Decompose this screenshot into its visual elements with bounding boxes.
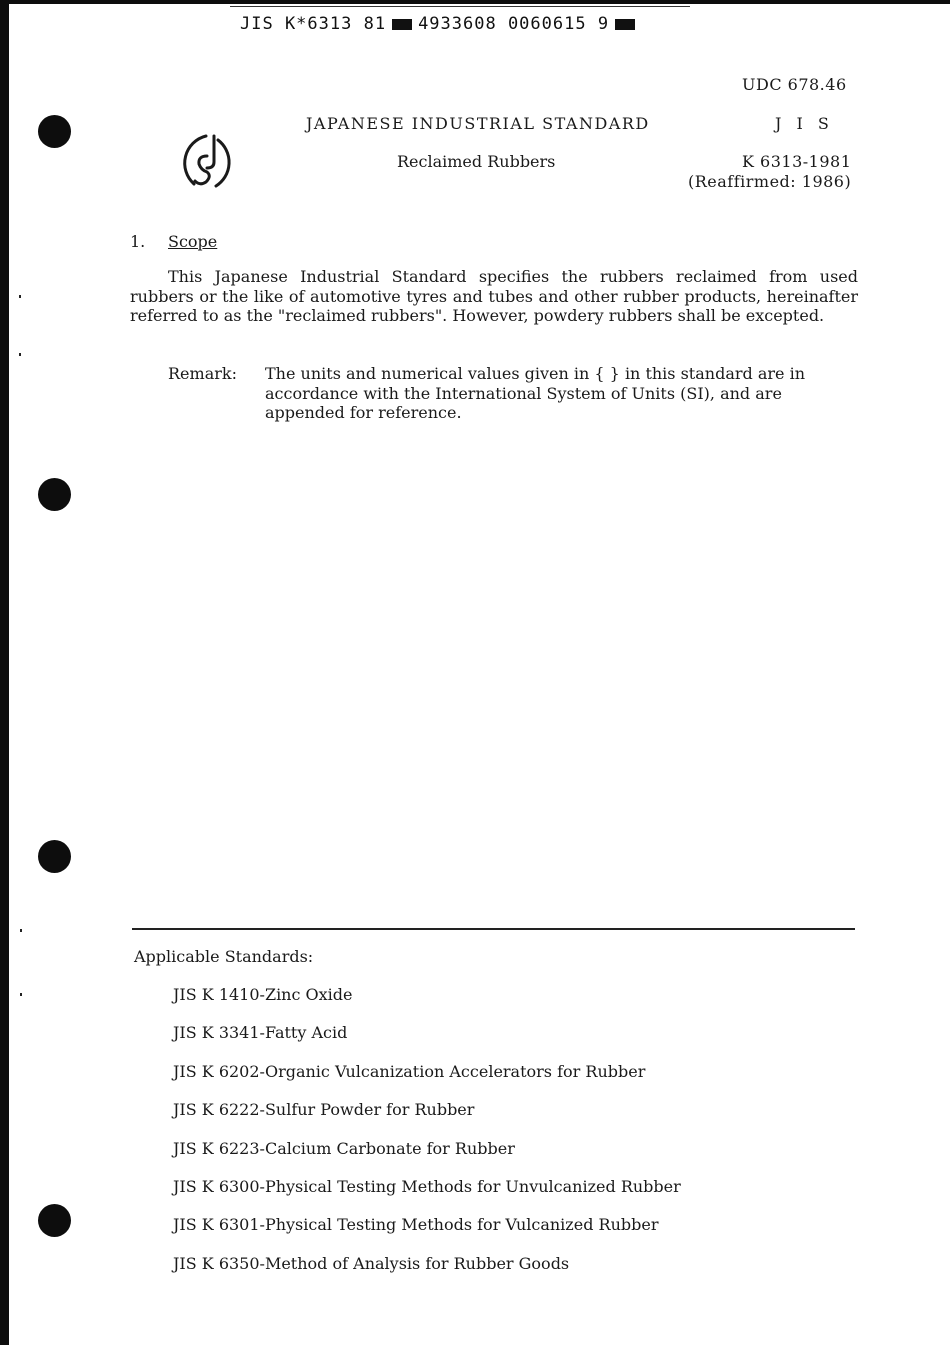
- scan-speck: [19, 295, 21, 298]
- scan-speck: [20, 929, 22, 932]
- jis-logo-icon: [176, 126, 246, 196]
- standard-title: JAPANESE INDUSTRIAL STANDARD: [306, 114, 650, 133]
- jis-mark: J I S: [775, 114, 834, 133]
- punch-hole: [38, 840, 71, 873]
- scan-top-edge: [0, 0, 950, 4]
- scope-paragraph: This Japanese Industrial Standard specifies the rubbers reclaimed from used rubbers or the like of automotive tyres and tubes and other rubber products, hereinafter referred to as the "reclaimed rubbers". However, powdery rubbers shall be excepted.: [130, 267, 858, 325]
- remark-text: The units and numerical values given in { } in this standard are in accordance with the International System of Units (SI), and are appended for reference.: [265, 364, 805, 422]
- list-item: JIS K 6300-Physical Testing Methods for Unvulcanized Rubber: [173, 1176, 681, 1196]
- section-number: 1.: [130, 232, 146, 251]
- barcode-block-icon: [392, 19, 412, 30]
- punch-hole: [38, 1204, 71, 1237]
- list-item: JIS K 1410-Zinc Oxide: [173, 985, 353, 1004]
- list-item: JIS K 6301-Physical Testing Methods for Vulcanized Rubber: [173, 1215, 659, 1235]
- list-item: JIS K 6202-Organic Vulcanization Accelerators for Rubber: [173, 1061, 646, 1081]
- header-code-left: JIS K*6313 81: [240, 14, 387, 34]
- punch-hole: [38, 478, 71, 511]
- scan-speck: [20, 993, 22, 996]
- list-item: JIS K 6223-Calcium Carbonate for Rubber: [173, 1138, 515, 1158]
- udc-number: UDC 678.46: [742, 75, 847, 94]
- remark-label: Remark:: [168, 364, 237, 383]
- header-code: [240, 14, 641, 34]
- section-title: Scope: [168, 232, 218, 251]
- section-heading: [130, 232, 217, 251]
- header-code-right: 4933608 0060615 9: [418, 14, 610, 34]
- standard-number: K 6313-1981: [742, 152, 852, 171]
- barcode-block-icon: [615, 19, 635, 30]
- scan-left-edge: [0, 0, 9, 1345]
- remark: [168, 364, 858, 423]
- punch-hole: [38, 115, 71, 148]
- footnote-rule: [132, 928, 855, 930]
- document-title: Reclaimed Rubbers: [397, 152, 556, 171]
- list-item: JIS K 6222-Sulfur Powder for Rubber: [173, 1100, 475, 1120]
- reaffirmed-date: (Reaffirmed: 1986): [688, 172, 852, 191]
- applicable-standards-list: [173, 985, 681, 1292]
- applicable-standards-heading: Applicable Standards:: [134, 947, 314, 966]
- header-rule: [230, 6, 690, 7]
- scan-speck: [19, 353, 21, 356]
- list-item: JIS K 3341-Fatty Acid: [173, 1023, 348, 1043]
- list-item: JIS K 6350-Method of Analysis for Rubber Goods: [173, 1253, 570, 1273]
